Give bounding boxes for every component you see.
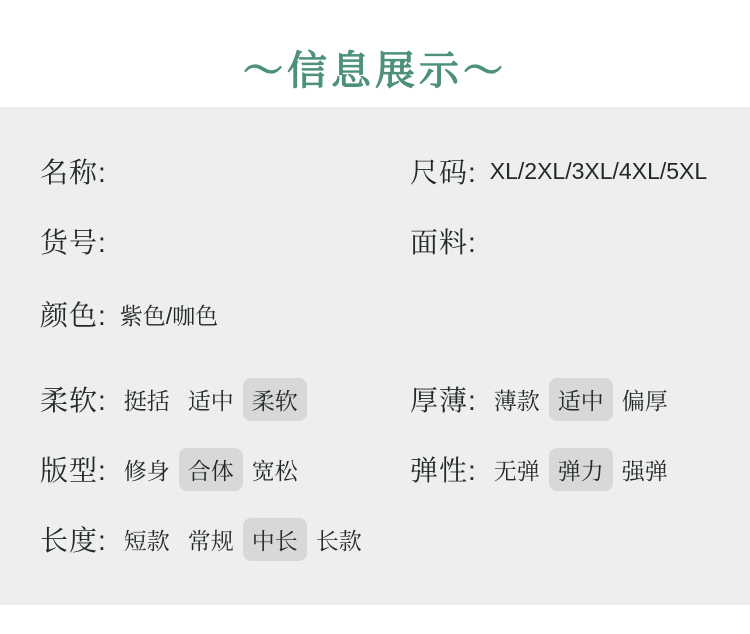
elasticity-option: 强弹 xyxy=(621,457,668,484)
fit-option: 合体 xyxy=(179,448,243,491)
thickness-options xyxy=(485,378,677,421)
thickness-option: 偏厚 xyxy=(621,387,668,414)
title-banner xyxy=(0,0,750,107)
color-label: 颜色: xyxy=(40,300,107,331)
fit-options xyxy=(115,448,307,491)
softness-option: 适中 xyxy=(187,387,234,414)
length-option: 常规 xyxy=(187,527,234,554)
thickness-option: 薄款 xyxy=(493,387,540,414)
fit-option: 宽松 xyxy=(251,457,298,484)
field-item-number xyxy=(40,221,120,261)
elasticity-options xyxy=(485,448,677,491)
softness-option: 挺括 xyxy=(123,387,170,414)
attr-fit xyxy=(40,449,307,489)
footer-spacer xyxy=(0,605,750,634)
attr-length xyxy=(40,519,371,559)
color-value: 紫色/咖色 xyxy=(119,302,219,329)
field-size xyxy=(410,151,707,191)
softness-label: 柔软: xyxy=(40,385,107,416)
info-panel xyxy=(0,107,750,605)
softness-option: 柔软 xyxy=(243,378,307,421)
field-name xyxy=(40,151,120,191)
length-label: 长度: xyxy=(40,525,107,556)
field-fabric xyxy=(410,221,490,261)
length-option: 短款 xyxy=(123,527,170,554)
fit-label: 版型: xyxy=(40,455,107,486)
fabric-label: 面料: xyxy=(410,227,477,258)
length-option: 长款 xyxy=(315,527,362,554)
length-option: 中长 xyxy=(243,518,307,561)
attr-elasticity xyxy=(410,449,677,489)
field-color xyxy=(40,294,218,334)
fit-option: 修身 xyxy=(123,457,170,484)
attr-thickness xyxy=(410,379,677,419)
thickness-label: 厚薄: xyxy=(410,385,477,416)
size-label: 尺码: xyxy=(410,157,477,188)
softness-options xyxy=(115,378,307,421)
elasticity-option: 弹力 xyxy=(549,448,613,491)
length-options xyxy=(115,518,371,561)
elasticity-label: 弹性: xyxy=(410,455,477,486)
item-number-label: 货号: xyxy=(40,227,107,258)
page-title: ～信息展示～ xyxy=(243,49,507,93)
elasticity-option: 无弹 xyxy=(493,457,540,484)
attr-softness xyxy=(40,379,307,419)
size-value: XL/2XL/3XL/4XL/5XL xyxy=(489,157,708,184)
name-label: 名称: xyxy=(40,157,107,188)
thickness-option: 适中 xyxy=(549,378,613,421)
